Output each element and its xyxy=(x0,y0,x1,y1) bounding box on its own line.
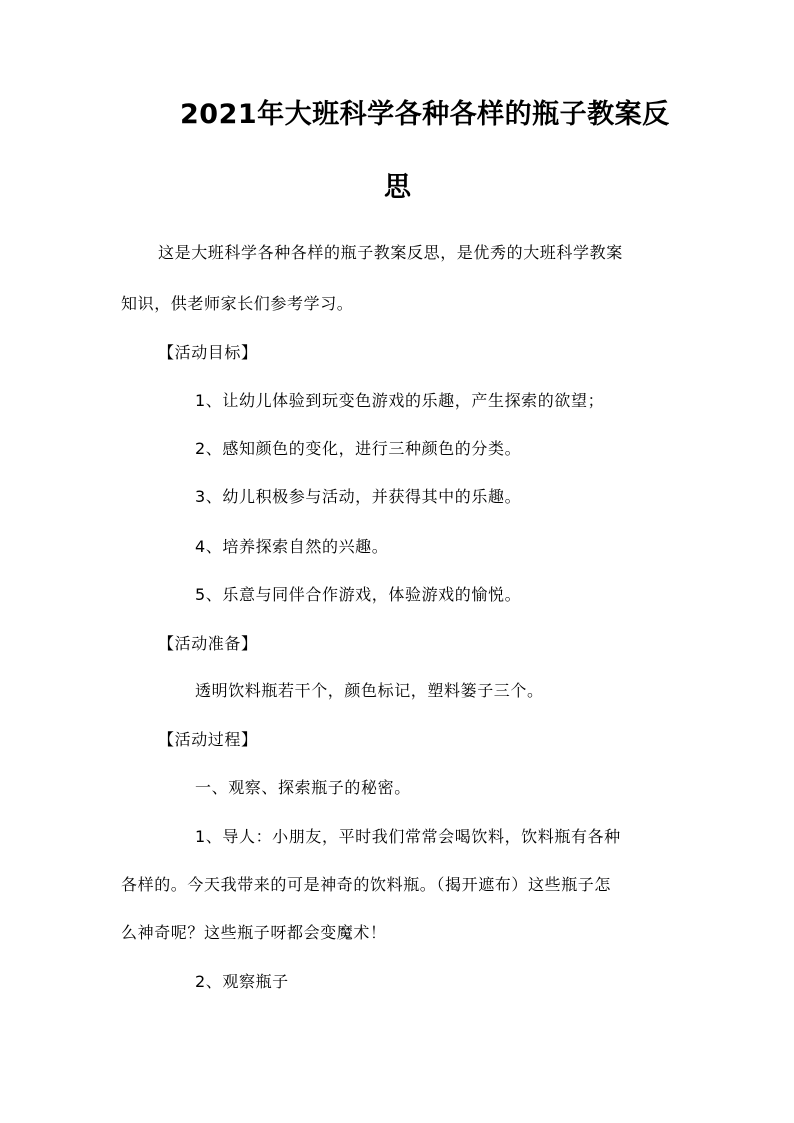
intro-line-1: 这是大班科学各种各样的瓶子教案反思，是优秀的大班科学教案 xyxy=(158,243,623,262)
goal-item-4: 4、培养探索自然的兴趣。 xyxy=(195,537,389,556)
process-step-1-item-2: 2、观察瓶子 xyxy=(195,972,289,991)
goal-item-1: 1、让幼儿体验到玩变色游戏的乐趣，产生探索的欲望； xyxy=(195,391,605,410)
document-title-line-1: 2021年大班科学各种各样的瓶子教案反 xyxy=(180,99,670,130)
process-step-1-heading: 一、观察、探索瓶子的秘密。 xyxy=(195,778,411,797)
intro-line-2: 知识，供老师家长们参考学习。 xyxy=(121,294,354,313)
goal-item-5: 5、乐意与同伴合作游戏，体验游戏的愉悦。 xyxy=(195,585,522,604)
goals-heading: 【活动目标】 xyxy=(158,343,258,362)
goal-item-3: 3、幼儿积极参与活动，并获得其中的乐趣。 xyxy=(195,487,522,506)
process-step-1-item-1-line-3: 么神奇呢？这些瓶子呀都会变魔术！ xyxy=(121,923,387,942)
process-step-1-item-1-line-2: 各样的。今天我带来的可是神奇的饮料瓶。（揭开遮布）这些瓶子怎 xyxy=(121,875,612,894)
prep-text: 透明饮料瓶若干个，颜色标记，塑料篓子三个。 xyxy=(195,681,544,700)
goal-item-2: 2、感知颜色的变化，进行三种颜色的分类。 xyxy=(195,439,522,458)
process-heading: 【活动过程】 xyxy=(158,730,258,749)
document-title-line-2: 思 xyxy=(384,172,412,203)
prep-heading: 【活动准备】 xyxy=(158,634,258,653)
process-step-1-item-1-line-1: 1、导人：小朋友，平时我们常常会喝饮料，饮料瓶有各种 xyxy=(195,827,621,846)
